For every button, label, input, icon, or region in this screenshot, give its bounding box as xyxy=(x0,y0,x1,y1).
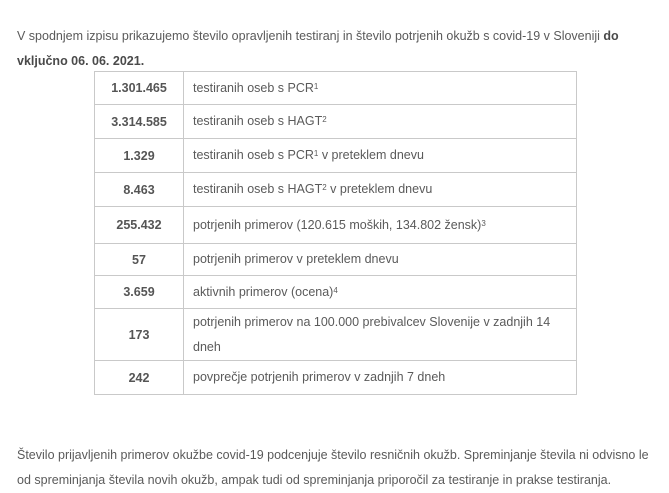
row-description xyxy=(184,105,577,139)
table-row xyxy=(95,105,577,139)
row-value: 3.659 xyxy=(95,276,184,309)
footnote-marker: 1 xyxy=(313,81,319,91)
row-description-text: testiranih oseb s HAGT xyxy=(193,182,323,196)
statistics-table xyxy=(94,71,577,395)
statistics-table-body xyxy=(95,72,577,395)
row-value: 57 xyxy=(95,244,184,276)
row-description-text: aktivnih primerov (ocena) xyxy=(193,284,334,299)
row-description xyxy=(184,309,577,361)
row-description xyxy=(184,276,577,309)
row-value: 1.329 xyxy=(95,139,184,173)
row-value: 255.432 xyxy=(95,207,184,244)
row-description-text: potrjenih primerov na 100.000 prebivalcev Slovenije v zadnjih 14 dneh xyxy=(193,314,551,354)
row-value: 8.463 xyxy=(95,173,184,207)
table-row xyxy=(95,139,577,173)
table-row xyxy=(95,276,577,309)
intro-paragraph xyxy=(17,24,657,74)
row-description-suffix: v preteklem dnevu xyxy=(326,182,433,196)
row-description xyxy=(184,139,577,173)
table-row xyxy=(95,244,577,276)
row-description xyxy=(184,72,577,105)
row-description-text: povprečje potrjenih primerov v zadnjih 7 dneh xyxy=(193,370,446,384)
row-description-text: testiranih oseb s PCR xyxy=(193,80,314,95)
row-description xyxy=(184,361,577,395)
table-row xyxy=(95,173,577,207)
outro-paragraph: Število prijavljenih primerov okužbe covid-19 podcenjuje število resničnih okužb. Spreminjanje števila ni odvisno le od spreminjanja števila novih okužb, ampak tudi od spreminjanja priporočil za testiranje in prakse testiranja. xyxy=(17,447,649,487)
row-description xyxy=(184,207,577,244)
intro-date: do vključno 06. 06. 2021. xyxy=(17,28,619,68)
row-value: 173 xyxy=(95,309,184,361)
footnote-marker: 1 xyxy=(313,149,319,158)
row-value: 242 xyxy=(95,361,184,395)
row-description-suffix: v preteklem dnevu xyxy=(318,148,424,162)
row-description xyxy=(184,244,577,276)
row-description xyxy=(184,173,577,207)
table-row xyxy=(95,309,577,361)
intro-text: V spodnjem izpisu prikazujemo število opravljenih testiranj in število potrjenih okužb s covid-19 v Sloveniji xyxy=(17,28,604,43)
row-description-text: potrjenih primerov v preteklem dnevu xyxy=(193,252,399,266)
footnote-marker: 2 xyxy=(322,115,327,124)
table-row xyxy=(95,72,577,105)
table-row xyxy=(95,361,577,395)
footnote-marker: 2 xyxy=(322,183,327,192)
row-description-text: testiranih oseb s HAGT xyxy=(193,114,323,128)
row-description-text: potrjenih primerov (120.615 moških, 134.802 žensk) xyxy=(193,217,482,232)
table-row xyxy=(95,207,577,244)
row-value: 3.314.585 xyxy=(95,105,184,139)
row-description-text: testiranih oseb s PCR xyxy=(193,148,314,162)
footnote-marker: 3 xyxy=(481,218,486,228)
footnote-marker: 4 xyxy=(333,285,338,295)
row-value: 1.301.465 xyxy=(95,72,184,105)
